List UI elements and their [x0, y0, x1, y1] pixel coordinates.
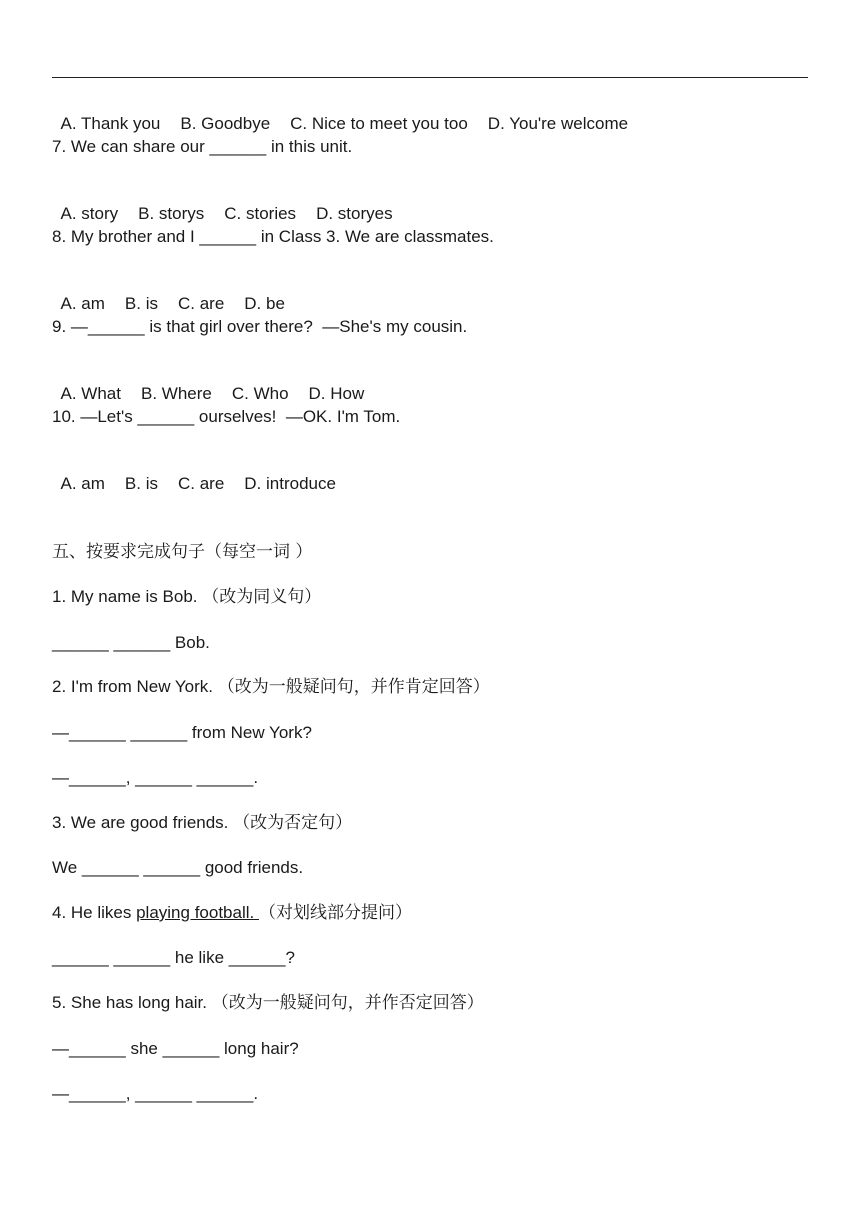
- s5-item-5-answer-2: —______, ______ ______.: [52, 1084, 259, 1103]
- option-c: C. Who: [231, 384, 289, 403]
- option-c: C. stories: [224, 204, 297, 223]
- s5-item-4-note: （对划线部分提问）: [258, 903, 412, 923]
- options-q8: [52, 271, 285, 315]
- s5-item-5-note: （改为一般疑问句，并作否定回答）: [211, 993, 484, 1013]
- s5-item-2-answer-2: —______, ______ ______.: [52, 768, 259, 787]
- s5-item-5: [52, 992, 484, 1014]
- options-q7: [52, 181, 393, 225]
- s5-item-1-sentence: 1. My name is Bob.: [52, 587, 203, 606]
- s5-item-3-sentence: 3. We are good friends.: [52, 813, 234, 832]
- s5-item-1-note: （改为同义句）: [202, 587, 322, 607]
- option-d: D. You're welcome: [487, 114, 629, 133]
- option-d: D. be: [244, 294, 285, 313]
- s5-item-2-note: （改为一般疑问句，并作肯定回答）: [217, 677, 490, 697]
- option-b: B. is: [124, 474, 158, 493]
- question-9: 9. —______ is that girl over there? —She's my cousin.: [52, 317, 468, 336]
- header-rule: [52, 77, 808, 78]
- option-b: B. Goodbye: [180, 114, 271, 133]
- options-q10: [52, 451, 336, 495]
- s5-item-1-answer-1: ______ ______ Bob.: [52, 633, 210, 652]
- s5-item-2-answer-1: —______ ______ from New York?: [52, 723, 312, 742]
- question-10: 10. —Let's ______ ourselves! —OK. I'm Tom.: [52, 407, 401, 426]
- question-8: 8. My brother and I ______ in Class 3. We are classmates.: [52, 227, 494, 246]
- question-7: 7. We can share our ______ in this unit.: [52, 137, 353, 156]
- option-a: A. Thank you: [60, 114, 161, 133]
- option-c: C. are: [177, 474, 225, 493]
- s5-item-2-sentence: 2. I'm from New York.: [52, 677, 218, 696]
- section-5-title: 五、按要求完成句子（每空一词 ）: [52, 542, 313, 562]
- option-d: D. How: [308, 384, 365, 403]
- option-c: C. Nice to meet you too: [290, 114, 468, 133]
- option-a: A. am: [60, 474, 105, 493]
- option-a: A. What: [60, 384, 121, 403]
- s5-item-5-sentence: 5. She has long hair.: [52, 993, 212, 1012]
- s5-item-3-note: （改为否定句）: [233, 813, 353, 833]
- s5-item-5-answer-1: —______ she ______ long hair?: [52, 1039, 299, 1058]
- s5-item-4-sentence-prefix: 4. He likes: [52, 903, 137, 922]
- option-a: A. am: [60, 294, 105, 313]
- option-b: B. storys: [138, 204, 205, 223]
- options-q6: [52, 91, 628, 135]
- s5-item-3-answer-1: We ______ ______ good friends.: [52, 858, 304, 877]
- s5-item-4-answer-1: ______ ______ he like ______?: [52, 948, 295, 967]
- option-b: B. is: [124, 294, 158, 313]
- option-c: C. are: [177, 294, 225, 313]
- option-b: B. Where: [140, 384, 212, 403]
- s5-item-4-underlined-phrase: playing football.: [136, 903, 259, 922]
- s5-item-3: [52, 812, 352, 834]
- option-a: A. story: [60, 204, 119, 223]
- s5-item-4: [52, 902, 412, 924]
- option-d: D. introduce: [244, 474, 336, 493]
- s5-item-1: [52, 586, 321, 608]
- option-d: D. storyes: [316, 204, 393, 223]
- options-q9: [52, 361, 364, 405]
- s5-item-2: [52, 676, 490, 698]
